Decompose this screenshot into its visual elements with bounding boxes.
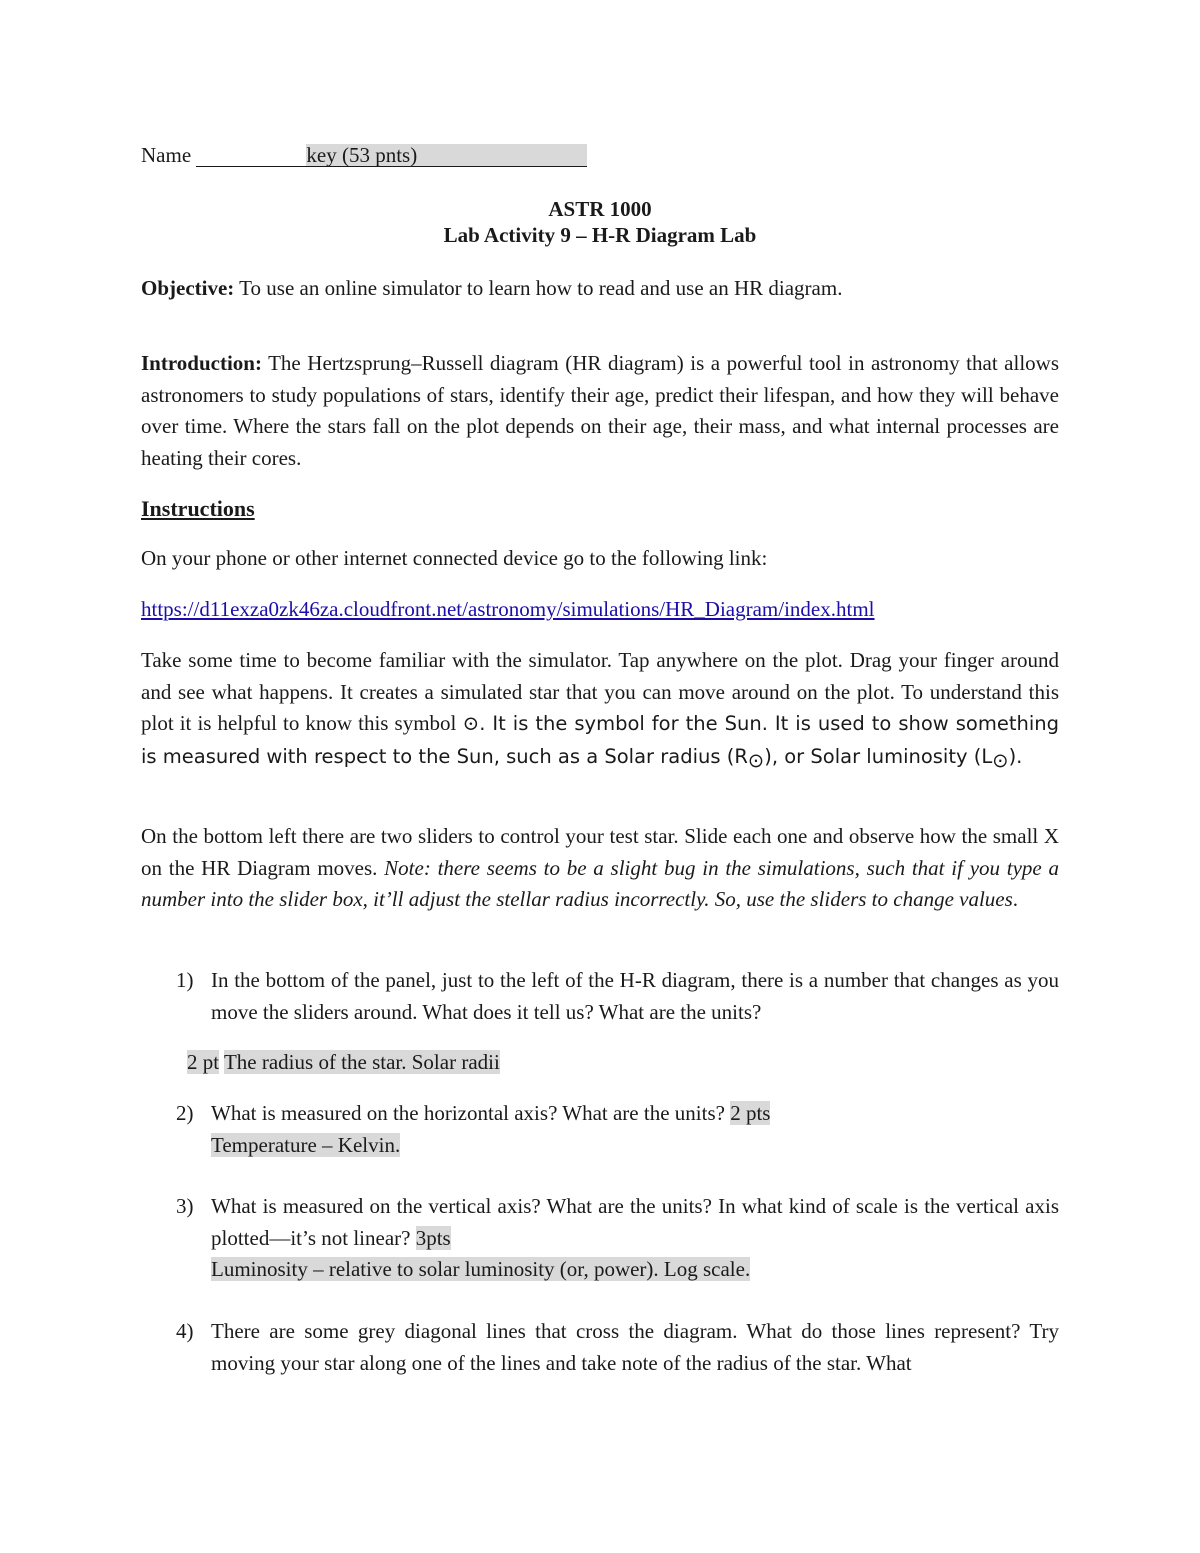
question-number: 4) [176,1319,194,1343]
answer-text: Luminosity – relative to solar luminosity (or, power). Log scale. [211,1257,751,1281]
name-blank [196,144,306,167]
answer-1 [187,1047,1059,1079]
sliders-paragraph: On the bottom left there are two sliders to control your test star. Slide each one and observe how the small X on the HR Diagram moves. Note: there seems to be a slight bug in the simulations, such that if you type a number into the slider box, it’ll adjust the stellar radius incorrectly. So, use the sliders to change values. [141,824,1060,911]
simulator-link-line [141,594,1059,626]
question-text: There are some grey diagonal lines that cross the diagram. What do those lines represent? Try moving your star along one of the lines and take note of the radius of the star. What [211,1319,1059,1375]
name-line [141,140,1059,172]
objective-text: To use an online simulator to learn how to read and use an HR diagram. [239,276,843,300]
question-text: In the bottom of the panel, just to the left of the H-R diagram, there is a number that changes as you move the sliders around. What does it tell us? What are the units? [211,968,1059,1024]
sliders-note: Note: there seems to be a slight bug in the simulations, such that if you type a number into the slider box, it’ll adjust the stellar radius incorrectly. So, use the sliders to change values [141,855,1060,911]
course-title: ASTR 1000 [548,197,652,221]
name-value: key (53 pnts) [306,144,587,167]
instructions-intro: On your phone or other internet connected device go to the following link: [141,546,768,570]
introduction-text: The Hertzsprung–Russell diagram (HR diagram) is a powerful tool in astronomy that allows astronomers to study populations of stars, identify their age, predict their lifespan, and how they will behave over time. Where the stars fall on the plot depends on their age, their mass, and what internal processes are heating their cores. [141,351,1059,470]
question-number: 1) [176,968,194,992]
question-text: What is measured on the vertical axis? What are the units? In what kind of scale is the vertical axis plotted—it’s not linear? [211,1194,1059,1250]
question-number: 2) [176,1101,194,1125]
question-4 [176,1316,1059,1379]
instructions-heading: Instructions [141,496,255,521]
lab-title: Lab Activity 9 – H-R Diagram Lab [443,223,757,247]
answer-points: 2 pt [187,1050,220,1074]
objective-label: Objective: [141,276,235,300]
objective [141,273,1059,305]
sun-symbol: ⊙ [462,713,480,735]
answer-text: Temperature – Kelvin. [211,1132,401,1157]
question-text: What is measured on the horizontal axis? What are the units? [211,1101,725,1125]
answer-points: 2 pts [730,1101,771,1125]
simulator-link[interactable]: https://d11exza0zk46za.cloudfront.net/astronomy/simulations/HR_Diagram/index.html [141,597,875,621]
introduction [141,348,1059,474]
question-number: 3) [176,1194,194,1218]
sliders-text: On the bottom left there are two sliders to control your test star. Slide each one and observe how the small X on the HR Diagram moves. [141,824,1059,880]
answer-points: 3pts [415,1225,451,1250]
question-1 [176,965,1059,1028]
sun-subscript-r: ⊙ [747,748,765,772]
answer-text: The radius of the star. Solar radii [223,1050,500,1074]
question-3 [176,1191,1059,1286]
familiar-paragraph: Take some time to become familiar with the simulator. Tap anywhere on the plot. Drag your finger around and see what happens. It creates a simulated star that you can move around on the plot. To understand this plot it is helpful to know this symbol ⊙. It is the symbol for the Sun. It is used to show something is measured with respect to the Sun, such as a Solar radius (R⊙), or Solar luminosity (L⊙). [141,648,1059,772]
name-label: Name [141,143,192,167]
question-2 [176,1098,1059,1161]
sun-subscript-l: ⊙ [992,748,1009,772]
introduction-label: Introduction: [141,351,262,375]
